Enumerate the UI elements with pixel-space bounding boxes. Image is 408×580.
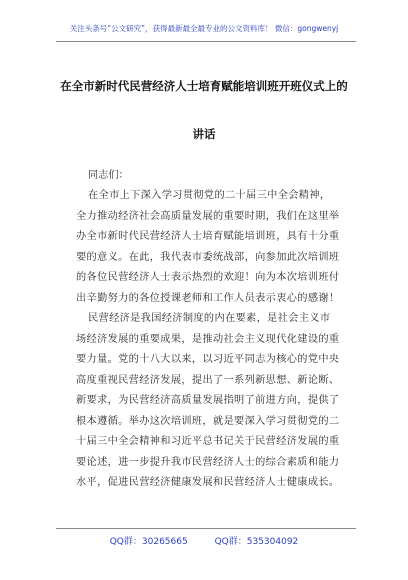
document-title-line2: 讲话 xyxy=(192,127,216,141)
footer xyxy=(0,534,408,547)
paragraph-line: 要力量。党的十八大以来，以习近平同志为核心的党中央 xyxy=(76,354,340,365)
paragraph-1 xyxy=(76,186,346,309)
footer-divider xyxy=(56,528,356,529)
paragraph-line: 要论述，进一步提升我市民营经济人士的综合素质和能力 xyxy=(76,456,340,468)
paragraph-line: 在全市上下深入学习贯彻党的二十届三中全会精神， xyxy=(88,190,331,201)
header-note: 关注头条号“公文研究”，获得最新最全最专业的公文资料库！ 微信：gongwenyj xyxy=(69,24,339,33)
paragraph-line: 出辛勤努力的各位授课老师和工作人员表示衷心的感谢！ xyxy=(76,292,340,304)
qq-group-1: QQ群：30265665 xyxy=(109,537,188,547)
document-title: 在全市新时代民营经济人士培育赋能培训班开班仪式上的 xyxy=(60,79,348,93)
paragraph-line: 高度重视民营经济发展，提出了一系列新思想、新论断、 xyxy=(76,374,340,386)
paragraph-2 xyxy=(76,309,346,494)
paragraph-line: 要的意义。在此，我代表市委统战部，向参加此次培训班 xyxy=(76,251,340,263)
paragraph-line: 办全市新时代民营经济人士培育赋能培训班，具有十分重 xyxy=(76,231,340,242)
paragraph-line: 民营经济是我国经济制度的内在要素，是社会主义市 xyxy=(88,313,331,324)
header-divider xyxy=(56,41,356,42)
qq-group-2: QQ群：535304092 xyxy=(214,537,299,547)
paragraph-line: 全力推动经济社会高质量发展的重要时期，我们在这里举 xyxy=(76,210,340,222)
paragraph-line: 场经济发展的重要成果，是推动社会主义现代化建设的重 xyxy=(76,333,340,345)
paragraph-line: 水平，促进民营经济健康发展和民营经济人士健康成长。 xyxy=(76,477,340,488)
paragraph-line: 的各位民营经济人士表示热烈的欢迎！向为本次培训班付 xyxy=(76,272,340,283)
paragraph-line: 根本遵循。举办这次培训班，就是要深入学习贯彻党的二 xyxy=(76,415,340,427)
paragraph-line: 十届三中全会精神和习近平总书记关于民营经济发展的重 xyxy=(76,436,340,447)
paragraph-line: 新要求，为民营经济高质量发展指明了前进方向，提供了 xyxy=(76,395,340,406)
salutation: 同志们： xyxy=(88,170,129,181)
